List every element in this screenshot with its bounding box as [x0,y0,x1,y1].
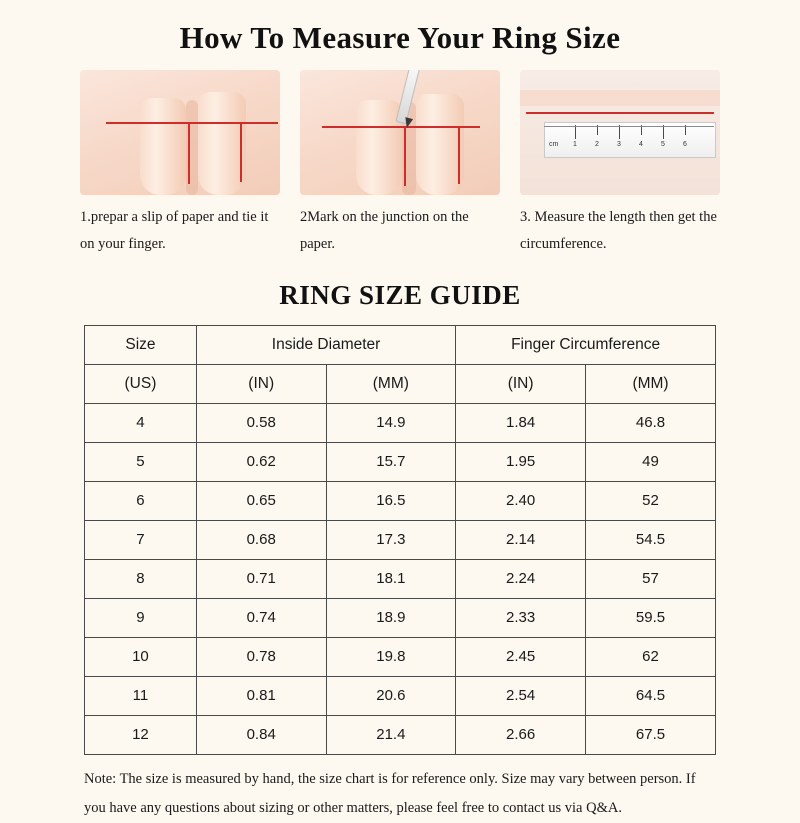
table-cell: 16.5 [326,481,456,520]
table-cell: 2.45 [456,637,586,676]
size-note: Note: The size is measured by hand, the size chart is for reference only. Size may vary between person. If you have any questions about sizing or other matters, please feel free to contact us via Q&A. [84,770,696,816]
table-cell: 12 [85,715,197,754]
table-cell: 59.5 [586,598,716,637]
table-cell: 54.5 [586,520,716,559]
table-cell: 57 [586,559,716,598]
table-row [85,715,716,754]
table-cell: 14.9 [326,403,456,442]
table-row [85,520,716,559]
measure-steps [80,70,720,258]
table-cell: 52 [586,481,716,520]
ring-size-table [84,325,716,755]
table-cell: 0.81 [196,676,326,715]
table-cell: 49 [586,442,716,481]
table-cell: 1.95 [456,442,586,481]
table-cell: 0.71 [196,559,326,598]
table-cell: 0.58 [196,403,326,442]
table-row [85,442,716,481]
table-row [85,403,716,442]
table-cell: 11 [85,676,197,715]
table-cell: 4 [85,403,197,442]
header-size: Size [85,325,197,364]
step-1-caption: 1.prepar a slip of paper and tie it on your finger. [80,209,269,252]
table-cell: 62 [586,637,716,676]
table-row [85,559,716,598]
table-cell: 8 [85,559,197,598]
table-cell: 5 [85,442,197,481]
table-cell: 0.68 [196,520,326,559]
unit-circumference-in: (IN) [456,364,586,403]
step-3-caption: 3. Measure the length then get the circumference. [520,209,717,252]
table-cell: 0.78 [196,637,326,676]
table-cell: 19.8 [326,637,456,676]
table-cell: 7 [85,520,197,559]
table-cell: 18.1 [326,559,456,598]
table-cell: 17.3 [326,520,456,559]
unit-us: (US) [85,364,197,403]
ruler-measuring-paper-photo [520,70,720,195]
table-cell: 0.65 [196,481,326,520]
table-cell: 21.4 [326,715,456,754]
table-row [85,481,716,520]
table-cell: 2.54 [456,676,586,715]
step-3 [520,70,720,258]
unit-diameter-in: (IN) [196,364,326,403]
table-cell: 2.40 [456,481,586,520]
step-1 [80,70,280,258]
table-cell: 10 [85,637,197,676]
unit-diameter-mm: (MM) [326,364,456,403]
table-cell: 15.7 [326,442,456,481]
guide-title: RING SIZE GUIDE [279,279,521,310]
table-cell: 9 [85,598,197,637]
table-cell: 0.84 [196,715,326,754]
table-cell: 64.5 [586,676,716,715]
table-cell: 0.74 [196,598,326,637]
table-cell: 2.24 [456,559,586,598]
header-inside-diameter: Inside Diameter [196,325,455,364]
page-title: How To Measure Your Ring Size [179,20,621,55]
table-body [85,403,716,754]
table-cell: 6 [85,481,197,520]
table-cell: 2.33 [456,598,586,637]
table-row [85,598,716,637]
header-finger-circumference: Finger Circumference [456,325,716,364]
table-cell: 1.84 [456,403,586,442]
step-2-caption: 2Mark on the junction on the paper. [300,209,469,252]
table-cell: 46.8 [586,403,716,442]
table-header-row [85,325,716,364]
table-cell: 0.62 [196,442,326,481]
marking-paper-with-pen-photo [300,70,500,195]
table-unit-row [85,364,716,403]
table-row [85,676,716,715]
finger-with-paper-slip-photo [80,70,280,195]
table-cell: 67.5 [586,715,716,754]
table-row [85,637,716,676]
table-cell: 2.14 [456,520,586,559]
table-cell: 2.66 [456,715,586,754]
table-cell: 20.6 [326,676,456,715]
unit-circumference-mm: (MM) [586,364,716,403]
table-cell: 18.9 [326,598,456,637]
ruler-icon: cm 1 2 3 4 5 6 [544,122,716,158]
step-2 [300,70,500,258]
